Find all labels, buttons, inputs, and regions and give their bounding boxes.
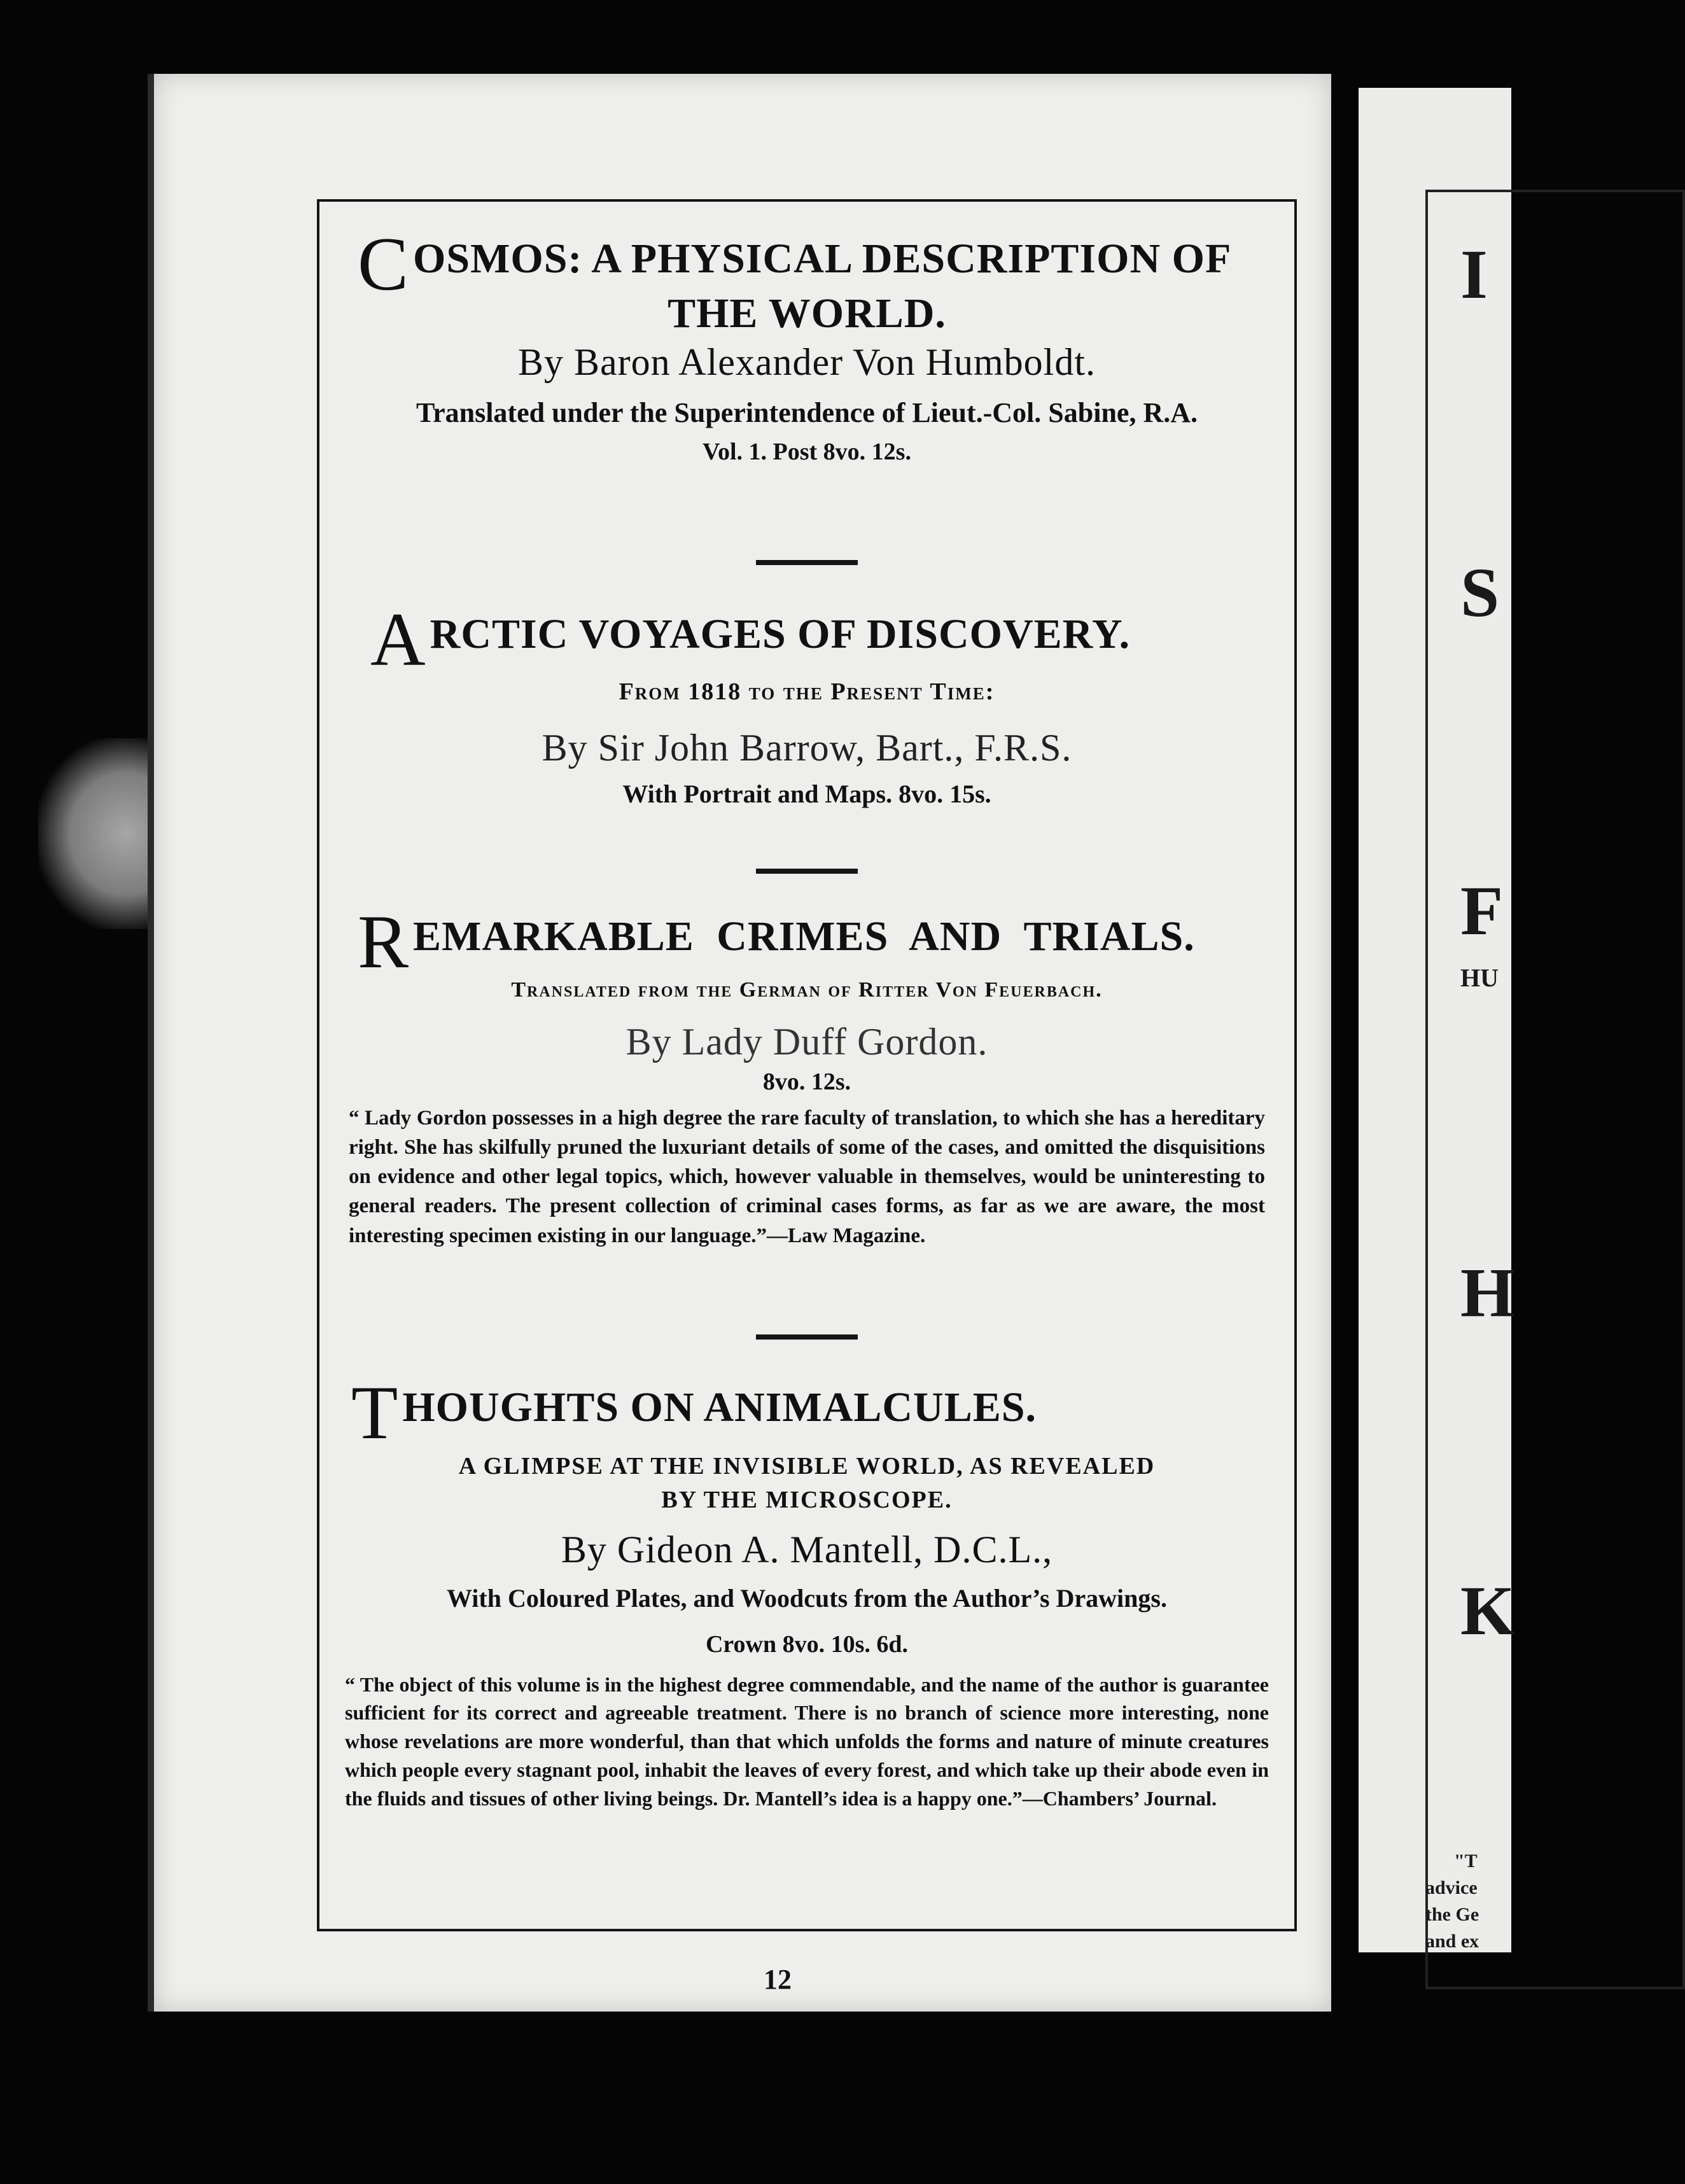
detail-line: With Coloured Plates, and Woodcuts from the Author’s Drawings. [447,1584,1167,1613]
right-fragment: HU [1460,963,1499,992]
price-line: Crown 8vo. 10s. 6d. [705,1631,909,1658]
drop-capital: C [358,221,410,306]
detail-line: Translated under the Superintendence of Lieut.-Col. Sabine, R.A. [416,397,1198,429]
price-line: With Portrait and Maps. 8vo. 15s. [622,780,991,809]
author-line: By Gideon A. Mantell, D.C.L., [561,1529,1053,1571]
right-fragment: S [1460,554,1500,631]
subtitle-line: From 1818 to the Present Time: [619,678,995,705]
right-fragment: K [1460,1572,1515,1649]
subtitle-line: Translated from the German of Ritter Von Feuerbach. [511,978,1103,1002]
listing-cosmos [345,221,1269,468]
listing-title [345,597,1269,682]
section-rule [756,560,858,565]
right-fragment: "T [1454,1851,1478,1872]
drop-capital: A [370,597,426,682]
listing-arctic [345,597,1269,811]
review-quote: “ The object of this volume is in the highest degree commendable, and the name of the author is guarantee sufficient for its correct and agreeable treatment. There is no branch of science more interesting, none whose revelations are more wonderful, than that which unfolds the forms and nature of minute creatures which people every stagnant pool, inhabit the leaves of every forest, and which take up their abode even in the fluids and tissues of other living beings. Dr. Mantell’s idea is a happy one.”—Chambers’ Journal. [345,1672,1269,1810]
right-fragment: I [1460,235,1488,313]
drop-capital: T [351,1370,399,1455]
drop-capital: R [358,899,410,984]
subtitle-line: BY THE MICROSCOPE. [661,1487,953,1514]
author-line: By Baron Alexander Von Humboldt. [517,341,1096,384]
listing-title [345,1370,1269,1455]
right-fragment: H [1460,1254,1515,1331]
listing-title [345,899,1269,984]
title-line: OSMOS: A PHYSICAL DESCRIPTION OF [413,235,1232,282]
right-fragment: and ex [1425,1931,1479,1952]
title-line: THE WORLD. [668,290,946,337]
right-page-edge [1359,88,1515,1952]
page-number: 12 [764,1964,792,1995]
section-rule [756,1334,858,1340]
section-rule [756,869,858,874]
listing-title [345,221,1269,306]
listing-crimes [345,899,1269,1250]
listing-animalcules [345,1370,1269,1813]
title-line: HOUGHTS ON ANIMALCULES. [402,1384,1037,1431]
author-line: By Sir John Barrow, Bart., F.R.S. [542,727,1072,769]
price-line: 8vo. 12s. [762,1068,851,1095]
right-fragment: the Ge [1425,1904,1479,1925]
price-line: Vol. 1. Post 8vo. 12s. [703,438,911,465]
subtitle-line: A GLIMPSE AT THE INVISIBLE WORLD, AS REVEALED [458,1453,1156,1480]
title-line: EMARKABLE CRIMES AND TRIALS. [413,913,1195,960]
advertisement-frame [317,199,1297,1931]
author-line: By Lady Duff Gordon. [626,1020,988,1063]
right-fragment: advice [1425,1877,1478,1898]
right-fragment: F [1460,872,1504,949]
review-quote: “ Lady Gordon possesses in a high degree the rare faculty of translation, to which she has a hereditary right. She has skilfully pruned the luxuriant details of some of the cases, and omitted the disquisitions on evidence and other legal topics, which, however valuable in themselves, would be uninteresting to general readers. The present collection of criminal cases forms, as far as we are aware, the most interesting specimen existing in our language.”—Law Magazine. [349,1106,1265,1247]
right-page-frame [1425,190,1685,1989]
title-line: RCTIC VOYAGES OF DISCOVERY. [430,611,1131,657]
